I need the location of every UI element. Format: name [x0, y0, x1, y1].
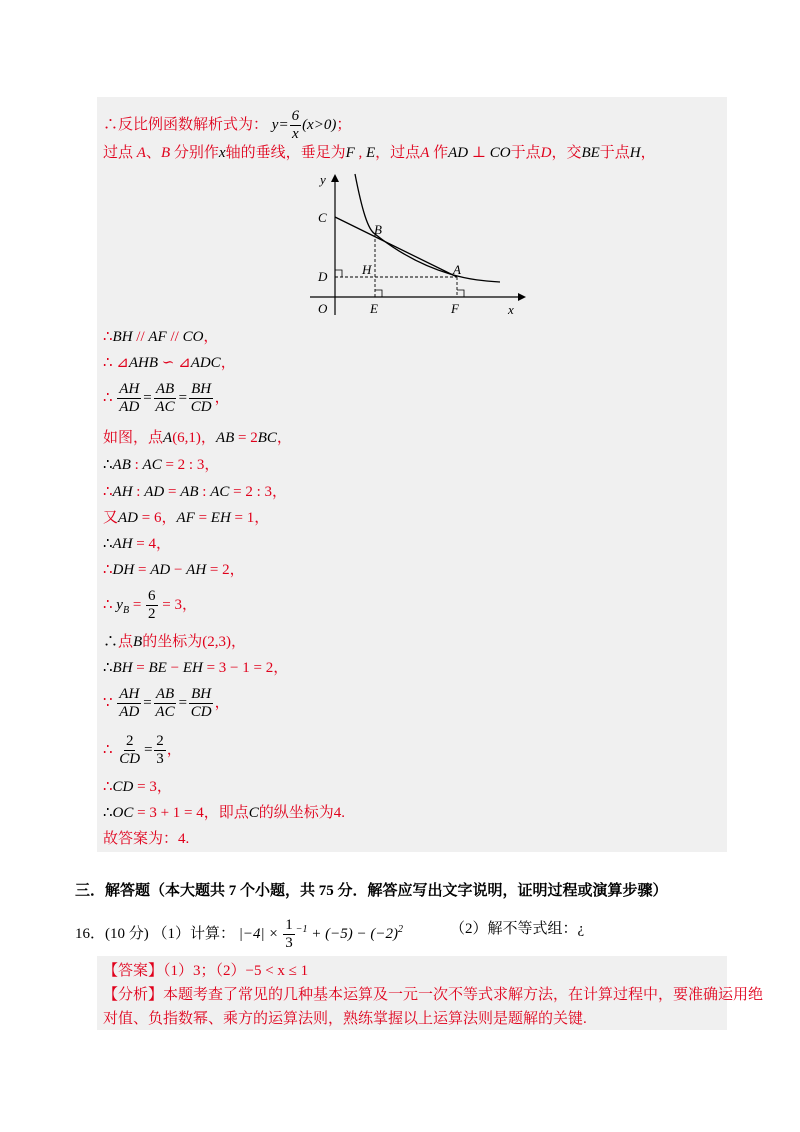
analysis-text-1: 本题考查了常见的几种基本运算及一元一次不等式求解方法，在计算过程中，要准确运用绝: [163, 987, 764, 1003]
solution-line-11: ∴DH = AD − AH = 2，: [103, 562, 245, 578]
label-E: E: [370, 301, 378, 316]
label-C: C: [318, 210, 327, 225]
solution-line-16: ∴ $\frac{2}{CD}$ = $\frac{2}{3}$ ，: [103, 733, 182, 767]
q16-part1: （1）计算：: [152, 925, 236, 942]
solution-line-1: ∴反比例函数解析式为： y= $\frac{6}{x}$ (x>0)；: [103, 108, 352, 142]
solution-line-2: 过点 A、B 分别作x轴的垂线，垂足为F , E，过点A 作AD ⊥ CO于点D，交BE于点H，: [103, 145, 656, 161]
label-H: H: [362, 262, 372, 277]
solution-line-4: ∴ ⊿AHB ∽ ⊿ADC，: [103, 355, 236, 371]
analysis-line-1: [103, 985, 763, 1005]
label-A: A: [453, 262, 461, 277]
solution-line-14: ∴BH = BE − EH = 3 − 1 = 2，: [103, 660, 289, 676]
q16-number: 16．(10 分): [75, 925, 149, 942]
q16-part2: （2）解不等式组：¿: [450, 921, 585, 937]
label-x: x: [508, 302, 514, 317]
solution-line-3: ∴BH // AF // CO，: [103, 329, 219, 345]
analysis-label: 【分析】: [103, 987, 164, 1003]
label-D: D: [318, 269, 328, 284]
answer-text: （1）3；（2）−5 < x ≤ 1: [163, 963, 309, 979]
label-F: F: [451, 301, 459, 316]
label-B: B: [374, 222, 382, 237]
coordinate-graph: [300, 170, 530, 320]
solution-line-19: 故答案为：4.: [103, 831, 190, 847]
solution-line-17: ∴CD = 3，: [103, 779, 172, 795]
analysis-line-2: [103, 1009, 587, 1029]
label-O: O: [318, 301, 328, 316]
answer-label: 【答案】: [103, 963, 164, 979]
solution-line-8: ∴AH : AD = AB : AC = 2 : 3，: [103, 484, 287, 500]
section-heading: 三．解答题（本大题共 7 个小题，共 75 分．解答应写出文字说明，证明过程或演算步骤）: [75, 883, 668, 899]
question-16: [75, 917, 403, 952]
q16-expression: |−4| × $\frac{1}{3}$ $^{-1} + (-5) - (-2)^2$: [238, 917, 403, 951]
solution-line-12: ∴ $y_B$ = $\frac{6}{2}$ = 3，: [103, 588, 198, 622]
solution-line-7: ∴AB : AC = 2 : 3，: [103, 457, 220, 473]
solution-line-9: 又AD = 6，AF = EH = 1，: [103, 510, 270, 526]
solution-line-6: 如图，点A(6,1)，AB = 2BC，: [103, 430, 292, 446]
solution-line-10: ∴AH = 4，: [103, 536, 172, 552]
solution-line-18: ∴OC = 3 + 1 = 4，即点C的纵坐标为4.: [103, 805, 346, 821]
solution-line-5: ∴ $\frac{AH}{AD}$ = $\frac{AB}{AC}$ = $\frac{BH}{CD}$ ，: [103, 381, 230, 415]
solution-line-15: ∵ $\frac{AH}{AD}$ = $\frac{AB}{AC}$ = $\frac{BH}{CD}$ ，: [103, 686, 230, 720]
analysis-text-2: 对值、负指数幂、乘方的运算法则，熟练掌握以上运算法则是题解的关键.: [103, 1011, 587, 1027]
solution-line-13: ∴点B的坐标为(2,3)，: [103, 634, 246, 650]
label-y: y: [320, 172, 326, 187]
answer-line: [103, 961, 308, 981]
